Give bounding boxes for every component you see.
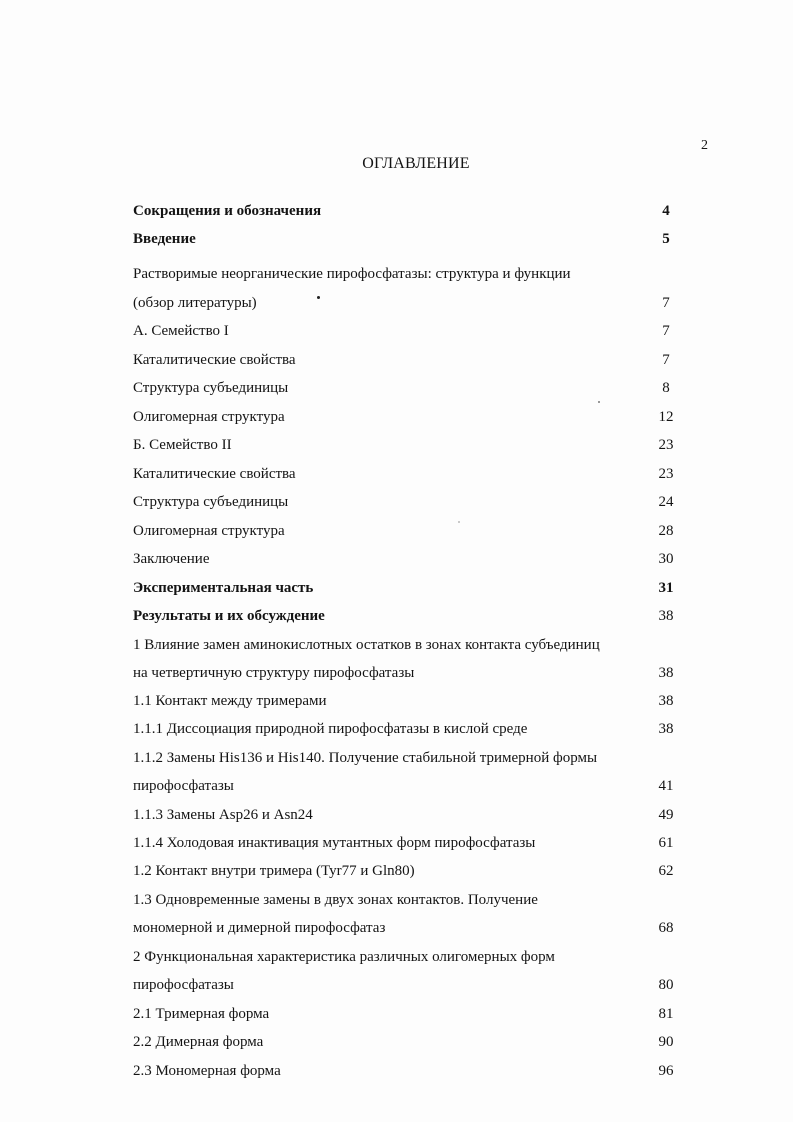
toc-entry — [133, 548, 793, 570]
toc-entry-label: Экспериментальная часть — [133, 580, 314, 596]
toc-entry — [133, 946, 793, 968]
toc-entry — [133, 634, 793, 656]
toc-entry — [133, 917, 793, 939]
scan-speck — [458, 521, 460, 523]
toc-entry-label: пирофосфатазы — [133, 778, 234, 794]
toc-entry-label: 1.1.2 Замены His136 и His140. Получение стабильной тримерной формы — [133, 750, 598, 766]
toc-entry-page: 38 — [658, 665, 674, 681]
toc-entry-page: 23 — [658, 437, 674, 453]
toc-entry-label: Сокращения и обозначения — [133, 203, 322, 219]
toc-entry-page: 30 — [658, 551, 674, 567]
toc-entry-page: 31 — [658, 580, 674, 596]
toc-entry — [133, 775, 793, 797]
toc-entry — [133, 491, 793, 513]
toc-entry — [133, 832, 793, 854]
toc-entry — [133, 690, 793, 712]
toc-entry-page: 24 — [658, 494, 674, 510]
toc-entry-label: 1.1.1 Диссоциация природной пирофосфатазы в кислой среде — [133, 721, 528, 737]
toc-entry-label: 2.1 Тримерная форма — [133, 1006, 270, 1022]
toc-entry-page: 7 — [662, 323, 670, 339]
toc-entry-page: 12 — [658, 409, 674, 425]
toc-entry — [133, 577, 793, 599]
toc-entry — [133, 718, 793, 740]
toc-entry — [133, 1003, 793, 1025]
toc-entry-page: 4 — [662, 203, 670, 219]
toc-entry-label: пирофосфатазы — [133, 977, 234, 993]
toc-entry — [133, 228, 793, 250]
toc-entry-label: Б. Семейство II — [133, 437, 232, 453]
toc-entry-label: (обзор литературы) — [133, 295, 257, 311]
toc-entry-page: 68 — [658, 920, 674, 936]
toc-entry — [133, 200, 793, 222]
toc-entry-page: 7 — [662, 295, 670, 311]
toc-entry-label: Каталитические свойства — [133, 352, 296, 368]
toc-entry — [133, 860, 793, 882]
toc-entry-label: Олигомерная структура — [133, 523, 285, 539]
toc-entry — [133, 1060, 793, 1082]
toc-entry-page: 8 — [662, 380, 670, 396]
toc-entry-label: Результаты и их обсуждение — [133, 608, 325, 624]
toc-entry-label: 1.1 Контакт между тримерами — [133, 693, 327, 709]
toc-entry-label: А. Семейство I — [133, 323, 229, 339]
toc-entry — [133, 434, 793, 456]
toc-entry-label: 2.3 Мономерная форма — [133, 1063, 281, 1079]
toc-entry-page: 38 — [658, 693, 674, 709]
toc-entry — [133, 406, 793, 428]
toc-entry-page: 96 — [658, 1063, 674, 1079]
toc-entry-page: 28 — [658, 523, 674, 539]
toc-entry-label: Олигомерная структура — [133, 409, 285, 425]
toc-entry — [133, 292, 793, 314]
toc-entry-label: Каталитические свойства — [133, 466, 296, 482]
toc-entry-label: мономерной и димерной пирофосфатаз — [133, 920, 386, 936]
scan-speck — [317, 296, 320, 299]
toc-entry-page: 61 — [658, 835, 674, 851]
toc-entry-label: 2.2 Димерная форма — [133, 1034, 264, 1050]
toc-entry-label: на четвертичную структуру пирофосфатазы — [133, 665, 415, 681]
toc-entry — [133, 520, 793, 542]
toc-entry-label: Введение — [133, 231, 196, 247]
toc-entry-label: 2 Функциональная характеристика различных олигомерных форм — [133, 949, 555, 965]
toc-entry — [133, 974, 793, 996]
toc-entry-page: 41 — [658, 778, 674, 794]
toc-entry — [133, 320, 793, 342]
toc-entry-page: 81 — [658, 1006, 674, 1022]
toc-entry — [133, 605, 793, 627]
toc-entry — [133, 747, 793, 769]
toc-entry-label: Структура субъединицы — [133, 380, 289, 396]
toc-entry — [133, 804, 793, 826]
toc-entry-page: 90 — [658, 1034, 674, 1050]
toc-entry-page: 23 — [658, 466, 674, 482]
toc-entry-page: 49 — [658, 807, 674, 823]
toc-entry-label: Растворимые неорганические пирофосфатазы: структура и функции — [133, 266, 571, 282]
toc-entry-label: 1.1.4 Холодовая инактивация мутантных форм пирофосфатазы — [133, 835, 536, 851]
toc-entry-label: Структура субъединицы — [133, 494, 289, 510]
page-number: 2 — [701, 138, 708, 153]
toc-entry — [133, 263, 793, 285]
toc-entry-label: Заключение — [133, 551, 210, 567]
toc-entry — [133, 377, 793, 399]
toc-entry-label: 1.2 Контакт внутри тримера (Tyr77 и Gln80) — [133, 863, 415, 879]
toc-entry — [133, 349, 793, 371]
toc-title: ОГЛАВЛЕНИЕ — [362, 155, 470, 172]
toc-entry-label: 1.1.3 Замены Asp26 и Asn24 — [133, 807, 313, 823]
toc-entry-page: 7 — [662, 352, 670, 368]
toc-entry-page: 38 — [658, 721, 674, 737]
toc-entry — [133, 463, 793, 485]
toc-entry — [133, 662, 793, 684]
toc-entry — [133, 889, 793, 911]
toc-entry-page: 80 — [658, 977, 674, 993]
toc-entry-label: 1 Влияние замен аминокислотных остатков в зонах контакта субъединиц — [133, 637, 600, 653]
toc-entry — [133, 1031, 793, 1053]
toc-entry-label: 1.3 Одновременные замены в двух зонах контактов. Получение — [133, 892, 538, 908]
scan-speck — [598, 401, 600, 403]
toc-entry-page: 62 — [658, 863, 674, 879]
toc-entry-page: 38 — [658, 608, 674, 624]
toc-entry-page: 5 — [662, 231, 670, 247]
